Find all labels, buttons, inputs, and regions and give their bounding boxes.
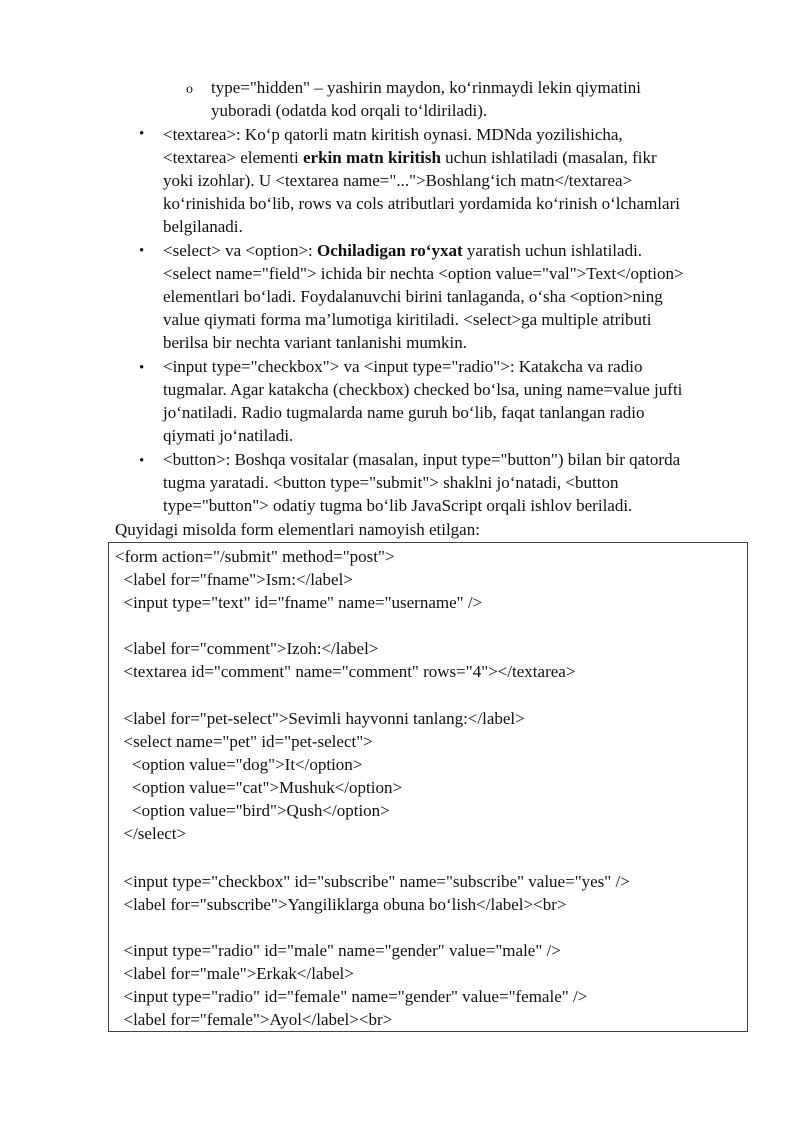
- code-line: <label for="pet-select">Sevimli hayvonni tanlang:</label>: [115, 709, 525, 728]
- code-line: <select name="pet" id="pet-select">: [115, 732, 373, 751]
- code-line: <input type="text" id="fname" name="username" />: [115, 593, 483, 612]
- bullet-input-line: jo‘natiladi. Radio tugmalarda name guruh bo‘lib, faqat tanlangan radio: [163, 403, 645, 422]
- bold-term: erkin matn kiritish: [303, 148, 441, 167]
- sub-bullet-line: type="hidden" – yashirin maydon, ko‘rinmaydi lekin qiymatini: [211, 78, 641, 97]
- bullet-textarea-line: <textarea> elementi erkin matn kiritish uchun ishlatiladi (masalan, fikr: [163, 148, 657, 167]
- bullet-textarea-line: <textarea>: Ko‘p qatorli matn kiritish oynasi. MDNda yozilishicha,: [163, 125, 623, 144]
- code-line: <label for="comment">Izoh:</label>: [115, 639, 379, 658]
- code-line: <label for="subscribe">Yangiliklarga obuna bo‘lish</label><br>: [115, 895, 567, 914]
- bullet-marker: •: [139, 243, 145, 259]
- sub-bullet-line: yuboradi (odatda kod orqali to‘ldiriladi).: [211, 101, 488, 120]
- bullet-marker: •: [139, 126, 145, 142]
- code-line: </select>: [115, 824, 187, 843]
- bullet-button-line: type="button"> odatiy tugma bo‘lib JavaScript orqali ishlov beriladi.: [163, 496, 633, 515]
- bold-term: Ochiladigan ro‘yxat: [317, 241, 463, 260]
- sub-bullet-marker: o: [186, 82, 193, 97]
- bullet-select-line: <select name="field"> ichida bir nechta <option value="val">Text</option>: [163, 264, 684, 283]
- bullet-select-line: <select> va <option>: Ochiladigan ro‘yxat yaratish uchun ishlatiladi.: [163, 241, 643, 260]
- bullet-textarea-line: belgilanadi.: [163, 217, 243, 236]
- bullet-input-line: tugmalar. Agar katakcha (checkbox) checked bo‘lsa, uning name=value jufti: [163, 380, 683, 399]
- code-line: <option value="dog">It</option>: [115, 755, 363, 774]
- code-line: <input type="checkbox" id="subscribe" name="subscribe" value="yes" />: [115, 872, 630, 891]
- bullet-select-line: elementlari bo‘ladi. Foydalanuvchi birini tanlaganda, o‘sha <option>ning: [163, 287, 663, 306]
- code-line: <textarea id="comment" name="comment" rows="4"></textarea>: [115, 662, 576, 681]
- code-line: <label for="fname">Ism:</label>: [115, 570, 353, 589]
- bullet-select-line: berilsa bir nechta variant tanlanishi mumkin.: [163, 333, 468, 352]
- code-line: <option value="bird">Qush</option>: [115, 801, 390, 820]
- code-line: <option value="cat">Mushuk</option>: [115, 778, 403, 797]
- intro-paragraph: Quyidagi misolda form elementlari namoyish etilgan:: [115, 520, 480, 539]
- code-line: <input type="radio" id="male" name="gender" value="male" />: [115, 941, 561, 960]
- code-block: [108, 542, 748, 1032]
- bullet-input-line: qiymati jo‘natiladi.: [163, 426, 294, 445]
- bullet-input-line: <input type="checkbox"> va <input type="radio">: Katakcha va radio: [163, 357, 643, 376]
- bullet-marker: •: [139, 453, 145, 469]
- code-line: <label for="male">Erkak</label>: [115, 964, 354, 983]
- code-line: <input type="radio" id="female" name="gender" value="female" />: [115, 987, 588, 1006]
- bullet-textarea-line: ko‘rinishida bo‘lib, rows va cols atributlari yordamida ko‘rinish o‘lchamlari: [163, 194, 680, 213]
- bullet-button-line: <button>: Boshqa vositalar (masalan, input type="button") bilan bir qatorda: [163, 450, 681, 469]
- code-line: <form action="/submit" method="post">: [115, 547, 395, 566]
- bullet-textarea-line: yoki izohlar). U <textarea name="...">Boshlang‘ich matn</textarea>: [163, 171, 633, 190]
- bullet-marker: •: [139, 360, 145, 376]
- bullet-select-line: value qiymati forma ma’lumotiga kiritiladi. <select>ga multiple atributi: [163, 310, 652, 329]
- code-line: <label for="female">Ayol</label><br>: [115, 1010, 393, 1029]
- bullet-button-line: tugma yaratadi. <button type="submit"> shaklni jo‘natadi, <button: [163, 473, 619, 492]
